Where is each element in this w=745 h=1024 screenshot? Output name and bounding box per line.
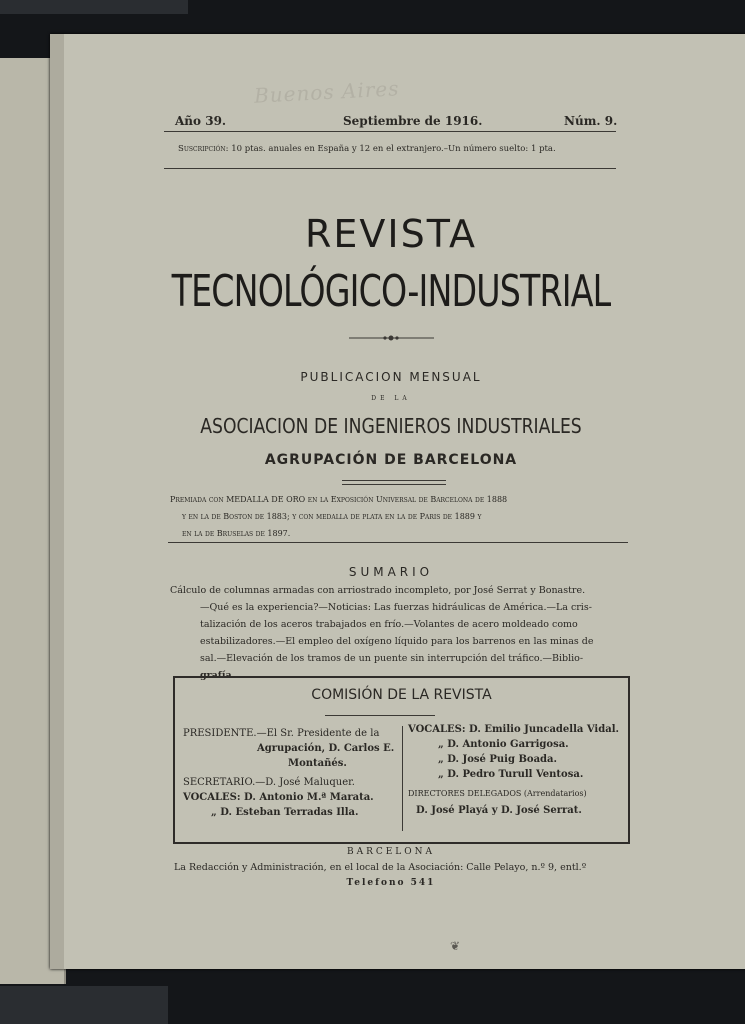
awards-line: y en la de Boston de 1883; y con medalla de plata en la de Paris de 1889 y: [182, 512, 482, 521]
commission-left-line: PRESIDENTE.—El Sr. Presidente de la: [183, 728, 380, 739]
commission-box: [173, 676, 630, 844]
commission-right-line: DIRECTORES DELEGADOS (Arrendatarios): [408, 789, 587, 798]
summary-body: [170, 582, 626, 684]
footer-city: BARCELONA: [346, 847, 436, 857]
magazine-cover: [50, 34, 745, 969]
printer-mark-icon: ❦: [450, 939, 461, 953]
commission-right-line: „ D. Antonio Garrigosa.: [438, 739, 569, 750]
summary-line: sal.—Elevación de los tramos de un puente sin interrupción del tráfico.—Biblio-: [200, 653, 584, 664]
commission-left-column: [183, 726, 398, 820]
publication-type: PUBLICACION MENSUAL: [300, 370, 482, 384]
de-la-text: DE LA: [371, 395, 411, 402]
commission-right-line: „ D. Pedro Turull Ventosa.: [438, 769, 584, 780]
commission-column-divider: [402, 726, 403, 831]
commission-right-line: D. José Playá y D. José Serrat.: [416, 805, 582, 816]
summary-line: talización de los aceros trabajados en frío.—Volantes de acero moldeado como: [200, 619, 578, 630]
issue-year: Año 39.: [175, 114, 227, 128]
awards-rule: [168, 542, 628, 543]
issue-date: Septiembre de 1916.: [343, 114, 483, 128]
subscription-label: Suscripción:: [178, 144, 229, 154]
header-rule-bottom: [164, 168, 616, 169]
footer-phone: Telefono 541: [346, 878, 436, 888]
awards-line: Premiada con MEDALLA DE ORO en la Exposición Universal de Barcelona de 1888: [170, 495, 508, 504]
commission-left-line: SECRETARIO.—D. José Maluquer.: [183, 777, 355, 788]
ornament-divider: [349, 334, 434, 342]
commission-left-line: VOCALES: D. Antonio M.ª Marata.: [183, 792, 374, 803]
issue-number: Núm. 9.: [564, 114, 618, 128]
group-name: AGRUPACIÓN DE BARCELONA: [264, 452, 518, 468]
header-rule-top: [164, 131, 616, 132]
commission-title-rule: [325, 715, 435, 716]
handwritten-note: Buenos Aires: [253, 76, 400, 108]
commission-left-line: Agrupación, D. Carlos E.: [257, 743, 395, 754]
subscription-line: [178, 144, 556, 154]
summary-title: SUMARIO: [348, 565, 434, 579]
summary-line: grafía.: [200, 670, 235, 681]
commission-left-line: Montañés.: [288, 758, 347, 769]
subscription-text: 10 ptas. anuales en España y 12 en el extranjero.–Un número suelto: 1 pta.: [231, 144, 556, 154]
commission-left-line: „ D. Esteban Terradas Illa.: [211, 807, 359, 818]
awards-line: en la de Bruselas de 1897.: [182, 529, 291, 538]
summary-line: —Qué es la experiencia?—Noticias: Las fuerzas hidráulicas de América.—La cris-: [200, 602, 592, 613]
commission-title: COMISIÓN DE LA REVISTA: [311, 687, 492, 703]
summary-line: Cálculo de columnas armadas con arriostrado incompleto, por José Serrat y Bonastre.: [170, 585, 586, 596]
top-dark-strip: [0, 0, 188, 14]
footer-address: La Redacción y Administración, en el local de la Asociación: Calle Pelayo, n.º 9, entl.º: [174, 862, 587, 873]
commission-right-column: [408, 722, 623, 818]
commission-right-line: „ D. José Puig Boada.: [438, 754, 558, 765]
double-rule: [342, 480, 446, 485]
association-name: ASOCIACION DE INGENIEROS INDUSTRIALES: [200, 414, 582, 438]
title-line-1: REVISTA: [305, 212, 477, 256]
commission-right-line: VOCALES: D. Emilio Juncadella Vidal.: [408, 724, 619, 735]
awards-text: [170, 491, 625, 542]
title-line-2: TECNOLÓGICO-INDUSTRIAL: [171, 266, 611, 317]
summary-line: estabilizadores.—El empleo del oxígeno líquido para los barrenos en las minas de: [200, 636, 594, 647]
bottom-dark-strip: [0, 986, 168, 1024]
